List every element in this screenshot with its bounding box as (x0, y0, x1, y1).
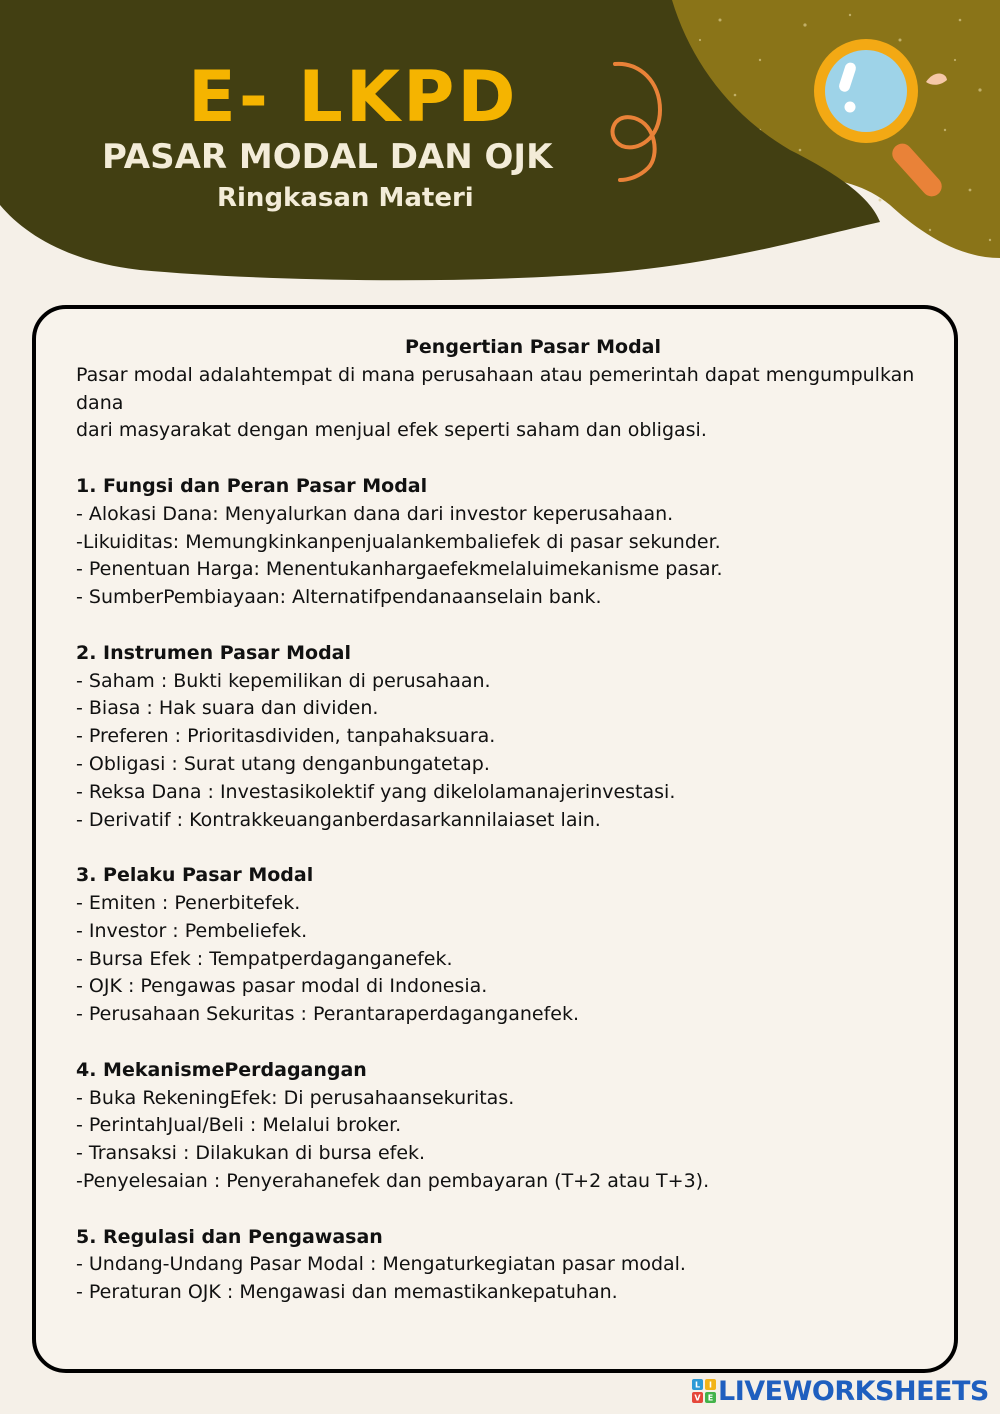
section-title: 2. Instrumen Pasar Modal (76, 641, 352, 664)
section-title: 1. Fungsi dan Peran Pasar Modal (76, 474, 428, 497)
list-item: - Investor : Pembeliefek. (76, 919, 308, 942)
list-item: - Derivatif : Kontrakkeuanganberdasarkannilaiaset lain. (76, 808, 601, 831)
list-item: - PerintahJual/Beli : Melalui broker. (76, 1114, 402, 1137)
list-item: -Penyelesaian : Penyerahanefek dan pembayaran (T+2 atau T+3). (76, 1169, 710, 1192)
list-item: - Undang-Undang Pasar Modal : Mengaturkegiatan pasar modal. (76, 1253, 686, 1276)
list-item: - Penentuan Harga: Menentukanhargaefekmelaluimekanisme pasar. (76, 558, 723, 581)
worksheet-subsubtitle: Ringkasan Materi (217, 183, 474, 213)
logo-letter: L (694, 1380, 701, 1390)
liveworksheets-brand: LIVEWORKSHEETS (718, 1376, 989, 1407)
list-item: -Likuiditas: Memungkinkanpenjualankembaliefek di pasar sekunder. (76, 530, 721, 553)
section-title: 4. MekanismePerdagangan (76, 1058, 367, 1081)
list-item: - Alokasi Dana: Menyalurkan dana dari investor keperusahaan. (76, 502, 674, 525)
content-heading: Pengertian Pasar Modal (405, 336, 661, 358)
list-item: - OJK : Pengawas pasar modal di Indonesia. (76, 975, 488, 998)
content-body (76, 334, 960, 1307)
logo-letter: V (694, 1393, 701, 1403)
list-item: - SumberPembiayaan: Alternatifpendanaanselain bank. (76, 586, 602, 609)
list-item: - Transaksi : Dilakukan di bursa efek. (76, 1142, 426, 1165)
list-item: - Buka RekeningEfek: Di perusahaansekuritas. (76, 1086, 515, 1109)
liveworksheets-logo-icon (692, 1379, 716, 1403)
section-mekanisme (76, 1057, 960, 1196)
list-item: - Reksa Dana : Investasikolektif yang dikelolamanajerinvestasi. (76, 780, 676, 803)
list-item: - Perusahaan Sekuritas : Perantaraperdaganganefek. (76, 1003, 579, 1026)
intro-line-2: dari masyarakat dengan menjual efek seperti saham dan obligasi. (76, 419, 707, 442)
list-item: - Biasa : Hak suara dan dividen. (76, 697, 379, 720)
list-item: - Obligasi : Surat utang denganbungatetap. (76, 752, 490, 775)
list-item: - Preferen : Prioritasdividen, tanpahaksuara. (76, 725, 496, 748)
worksheet-title: E- LKPD (188, 56, 519, 138)
section-title: 3. Pelaku Pasar Modal (76, 864, 314, 887)
list-item: - Bursa Efek : Tempatperdaganganefek. (76, 947, 453, 970)
list-item: - Peraturan OJK : Mengawasi dan memastikankepatuhan. (76, 1281, 618, 1304)
logo-letter: E (707, 1393, 714, 1403)
section-regulasi (76, 1224, 960, 1307)
section-pelaku (76, 862, 960, 1029)
list-item: - Saham : Bukti kepemilikan di perusahaan. (76, 669, 491, 692)
logo-letter: I (709, 1380, 712, 1390)
section-instrumen (76, 640, 960, 835)
worksheet-subtitle: PASAR MODAL DAN OJK (102, 137, 553, 177)
list-item: - Emiten : Penerbitefek. (76, 891, 301, 914)
section-fungsi (76, 473, 960, 612)
intro-line-1: Pasar modal adalahtempat di mana perusahaan atau pemerintah dapat mengumpulkan dana (76, 363, 915, 414)
section-title: 5. Regulasi dan Pengawasan (76, 1225, 383, 1248)
